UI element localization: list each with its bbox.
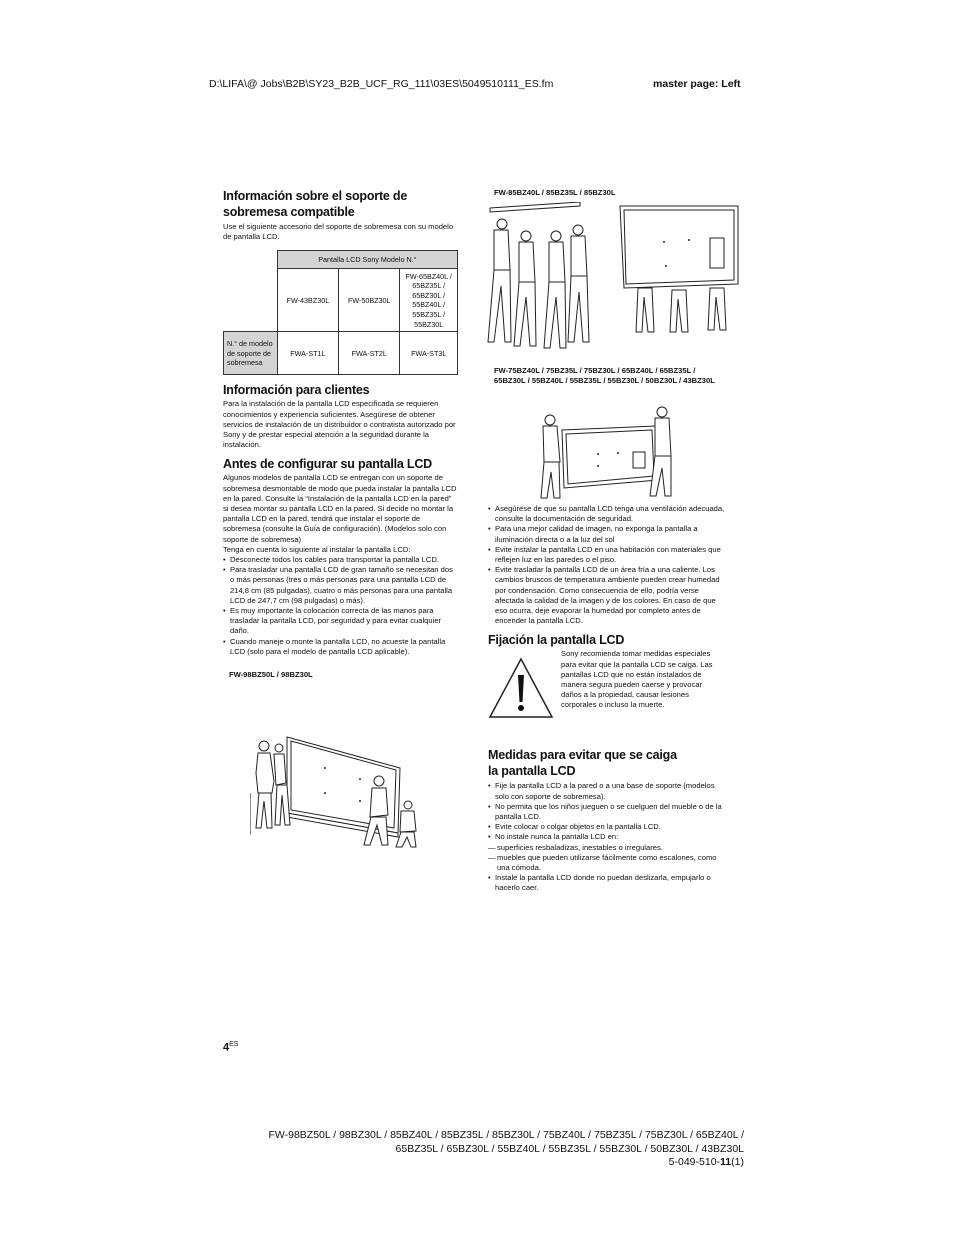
table-header: Pantalla LCD Sony Modelo N.° <box>277 251 457 269</box>
list-item: • Desconecte todos los cables para transportar la pantalla LCD. <box>223 555 458 565</box>
fig98-illustration <box>250 733 420 848</box>
before-text: Algunos modelos de pantalla LCD se entregan con un soporte de sobremesa desmontable de modo que pueda instalar la pantalla LCD en la pared. Consulte la “Instalación de la pantalla LCD en la pared” si desea montar su pantalla LCD en la pared. Si decide no montar la pantalla LCD en la pared, tendrá que instalar el soporte de sobremesa (consulte la Guía de configuración). (Modelos solo con soporte de sobremesa) <box>223 473 457 544</box>
footer-line1: FW-98BZ50L / 98BZ30L / 85BZ40L / 85BZ35L / 85BZ30L / 75BZ40L / 75BZ35L / 75BZ30L / 65BZ40L / <box>268 1129 744 1141</box>
stand-row-label: N.° de modelo de soporte de sobremesa <box>224 332 278 375</box>
fall-dash-list <box>488 843 726 874</box>
list-item: • No permita que los niños jueguen o se cuelguen del mueble o de la pantalla LCD. <box>488 802 726 822</box>
stand-cell: FWA-ST2L <box>339 332 400 375</box>
fig85-label: FW-85BZ40L / 85BZ35L / 85BZ30L <box>494 188 616 197</box>
env-list <box>488 504 726 626</box>
list-item: • Fije la pantalla LCD a la pared o a una base de soporte (modelos solo con soporte de sobremesa). <box>488 781 726 801</box>
footer-code <box>268 1156 744 1170</box>
fig75-label: FW-75BZ40L / 75BZ35L / 75BZ30L / 65BZ40L / 65BZ35L / 65BZ30L / 55BZ40L / 55BZ35L / 55BZ30L / 50BZ30L / 43BZ30L <box>494 366 715 385</box>
env-list-wrap <box>488 504 726 894</box>
stand-intro: Use el siguiente accesorio del soporte de sobremesa con su modelo de pantalla LCD. <box>223 222 454 242</box>
left-column <box>223 188 458 679</box>
footer <box>268 1129 744 1170</box>
list-item: — muebles que pueden utilizarse fácilmente como escalones, como una cómoda. <box>488 853 726 873</box>
warning-triangle-icon <box>488 657 554 719</box>
clients-title: Información para clientes <box>223 383 370 398</box>
list-item: • Cuando maneje o monte la pantalla LCD, no acueste la pantalla LCD (solo para el modelo de pantalla LCD aplicable). <box>223 637 458 657</box>
model-cell: FW-50BZ30L <box>339 269 400 332</box>
fig98-label: FW-98BZ50L / 98BZ30L <box>229 670 313 680</box>
stand-cell: FWA-ST1L <box>277 332 338 375</box>
fig75-label-wrap <box>494 366 726 386</box>
footer-code-bold: 11 <box>720 1156 732 1168</box>
list-item: — superficies resbaladizas, inestables o irregulares. <box>488 843 726 853</box>
footer-code-prefix: 5-049-510- <box>668 1156 721 1168</box>
list-item: • Evite trasladar la pantalla LCD de un área fría a una caliente. Los cambios bruscos de temperatura ambiente pueden crear humedad por condensación. Como consecuencia de ello, podría verse afectada la calidad de la imagen y de los colores. En caso de que eso ocurra, deje evaporar la humedad por completo antes de encender la pantalla LCD. <box>488 565 726 626</box>
list-item: • Evite colocar o colgar objetos en la pantalla LCD. <box>488 822 726 832</box>
header-file-path: D:\LIFA\@ Jobs\B2B\SY23_B2B_UCF_RG_111\03ES\5049510111_ES.fm <box>209 78 554 90</box>
fall-last-list <box>488 873 726 893</box>
before-note: Tenga en cuenta lo siguiente al instalar la pantalla LCD: <box>223 544 411 554</box>
list-item: • Para trasladar una pantalla LCD de gran tamaño se necesitan dos o más personas (tres o más personas para una pantalla LCD de 214,8 cm (85 pulgadas), cuatro o más personas para una pantalla LCD de 247,7 cm (98 pulgadas) o más). <box>223 565 458 606</box>
list-item: • No instale nunca la pantalla LCD en: <box>488 832 726 842</box>
model-cell: FW-65BZ40L / 65BZ35L / 65BZ30L / 55BZ40L / 55BZ35L / 55BZ30L <box>400 269 458 332</box>
fix-title: Fijación la pantalla LCD <box>488 633 625 648</box>
list-item: • Evite instalar la pantalla LCD en una habitación con materiales que reflejen luz en las paredes o el piso. <box>488 545 726 565</box>
fall-list <box>488 781 726 842</box>
fix-block <box>488 649 726 741</box>
footer-line2: 65BZ35L / 65BZ30L / 55BZ40L / 55BZ35L / 55BZ30L / 50BZ30L / 43BZ30L <box>395 1142 744 1155</box>
list-item: • Es muy importante la colocación correcta de las manos para trasladar la pantalla LCD, por seguridad y para evitar cualquier daño. <box>223 606 458 637</box>
clients-text: Para la instalación de la pantalla LCD especificada se requieren conocimientos y experiencia suficientes. Asegúrese de obtener servicios de instalación de un distribuidor o contratista autorizado por Sony y de prestar especial atención a la seguridad durante la instalación. <box>223 399 456 450</box>
model-cell: FW-43BZ30L <box>277 269 338 332</box>
right-column <box>494 188 726 197</box>
stand-cell: FWA-ST3L <box>400 332 458 375</box>
header-master-page: master page: Left <box>653 78 741 90</box>
list-item: • Instale la pantalla LCD donde no puedan deslizarla, empujarlo o hacerlo caer. <box>488 873 726 893</box>
list-item: • Para una mejor calidad de imagen, no exponga la pantalla a iluminación directa o a la luz del sol <box>488 524 726 544</box>
before-list <box>223 555 458 657</box>
fig85-illustration <box>484 202 746 352</box>
stand-table <box>223 250 458 375</box>
stand-section-title: Información sobre el soporte de sobremesa compatible <box>223 189 408 219</box>
list-item: • Asegúrese de que su pantalla LCD tenga una ventilación adecuada, consulte la documentación de seguridad. <box>488 504 726 524</box>
page-lang: ES <box>229 1041 239 1048</box>
fall-title: Medidas para evitar que se caiga la pantalla LCD <box>488 748 677 779</box>
fix-text: Sony recomienda tomar medidas especiales para evitar que la pantalla LCD se caiga. Las pantallas LCD que no están instalados de manera segura pueden caerse y provocar daños a la propiedad, causar lesiones corporales o incluso la muerte. <box>561 649 713 710</box>
page-number-value: 4 <box>223 1041 230 1054</box>
fig75-illustration <box>538 404 673 499</box>
footer-code-suffix: (1) <box>731 1156 744 1168</box>
before-title: Antes de configurar su pantalla LCD <box>223 457 433 472</box>
page-number <box>223 1041 238 1054</box>
